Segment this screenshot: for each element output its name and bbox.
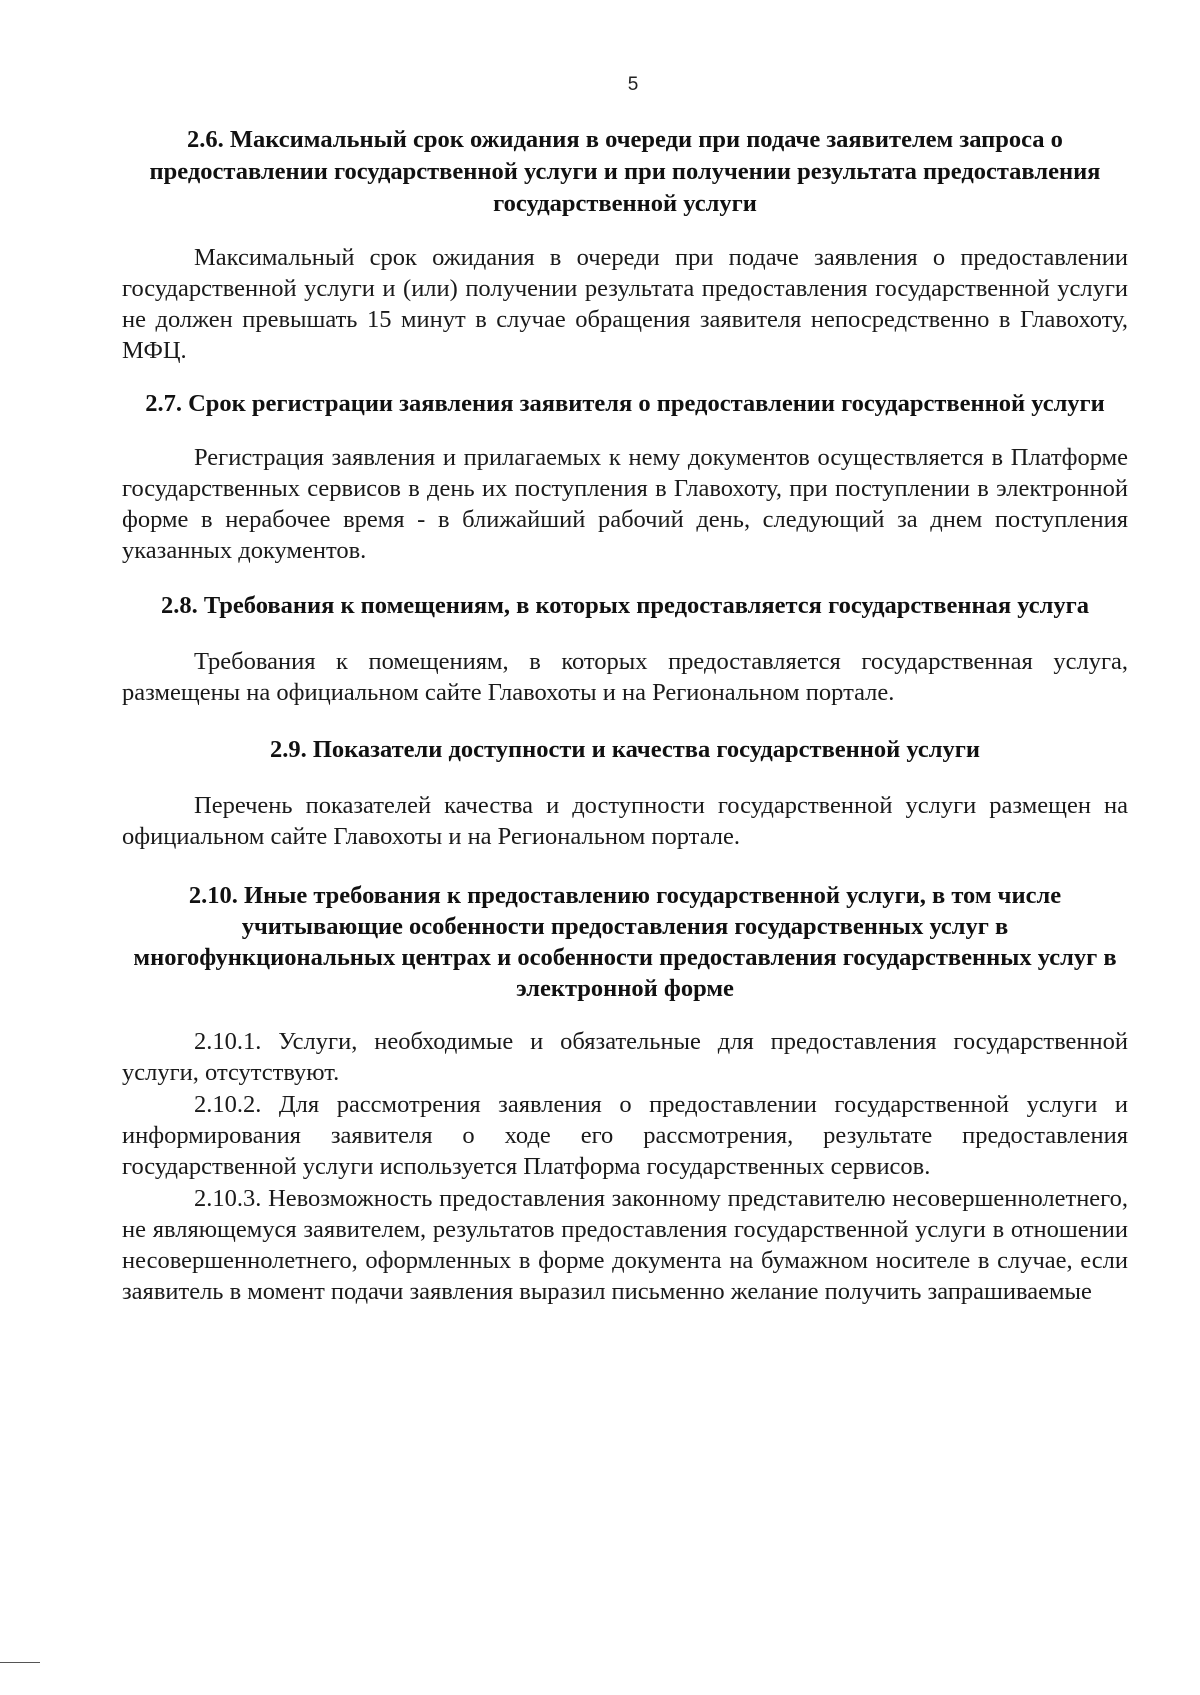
section-paragraph: 2.10.2. Для рассмотрения заявления о предоставлении государственной услуги и информирования заявителя о ходе его рассмотрения, результате предоставления государственной услуги используется Платформа государственных сервисов. xyxy=(122,1091,1128,1180)
page-content xyxy=(122,124,1128,1307)
section-paragraph: Требования к помещениям, в которых предоставляется государственная услуга, размещены на официальном сайте Главохоты и на Региональном портале. xyxy=(122,648,1128,706)
section-paragraph: 2.10.3. Невозможность предоставления законному представителю несовершеннолетнего, не являющемуся заявителем, результатов предоставления государственной услуги в отношении несовершеннолетнего, оформленных в форме документа на бумажном носителе в случае, если заявитель в момент подачи заявления выразил письменно желание получить запрашиваемые xyxy=(122,1185,1128,1305)
section-2-6 xyxy=(122,124,1128,366)
section-heading: 2.7. Срок регистрации заявления заявителя о предоставлении государственной услуги xyxy=(145,390,1105,417)
section-2-8 xyxy=(122,590,1128,708)
section-2-9 xyxy=(122,734,1128,852)
section-paragraph: 2.10.1. Услуги, необходимые и обязательные для предоставления государственной услуги, отсутствуют. xyxy=(122,1028,1128,1086)
section-heading: 2.9. Показатели доступности и качества государственной услуги xyxy=(269,736,981,763)
page-number: 5 xyxy=(627,74,639,95)
section-paragraph: Регистрация заявления и прилагаемых к нему документов осуществляется в Платформе государственных сервисов в день их поступления в Главохоту, при поступлении в электронной форме в нерабочее время - в ближайший рабочий день, следующий за днем поступления указанных документов. xyxy=(122,444,1128,564)
section-heading: 2.8. Требования к помещениям, в которых предоставляется государственная услуга xyxy=(161,592,1089,619)
section-heading: 2.10. Иные требования к предоставлению государственной услуги, в том числе учитывающие особенности предоставления государственных услуг в многофункциональных центрах и особенности предоставления государственных услуг в электронной форме xyxy=(133,882,1117,1002)
section-2-10 xyxy=(122,880,1128,1307)
section-2-7 xyxy=(122,388,1128,566)
section-paragraph: Перечень показателей качества и доступности государственной услуги размещен на официальном сайте Главохоты и на Региональном портале. xyxy=(122,792,1128,850)
section-paragraph: Максимальный срок ожидания в очереди при подаче заявления о предоставлении государственной услуги и (или) получении результата предоставления государственной услуги не должен превышать 15 минут в случае обращения заявителя непосредственно в Главохоту, МФЦ. xyxy=(122,244,1128,364)
section-heading: 2.6. Максимальный срок ожидания в очереди при подаче заявителем запроса о предоставлении государственной услуги и при получении результата предоставления государственной услуги xyxy=(149,126,1101,217)
scan-edge-mark xyxy=(0,1662,40,1663)
